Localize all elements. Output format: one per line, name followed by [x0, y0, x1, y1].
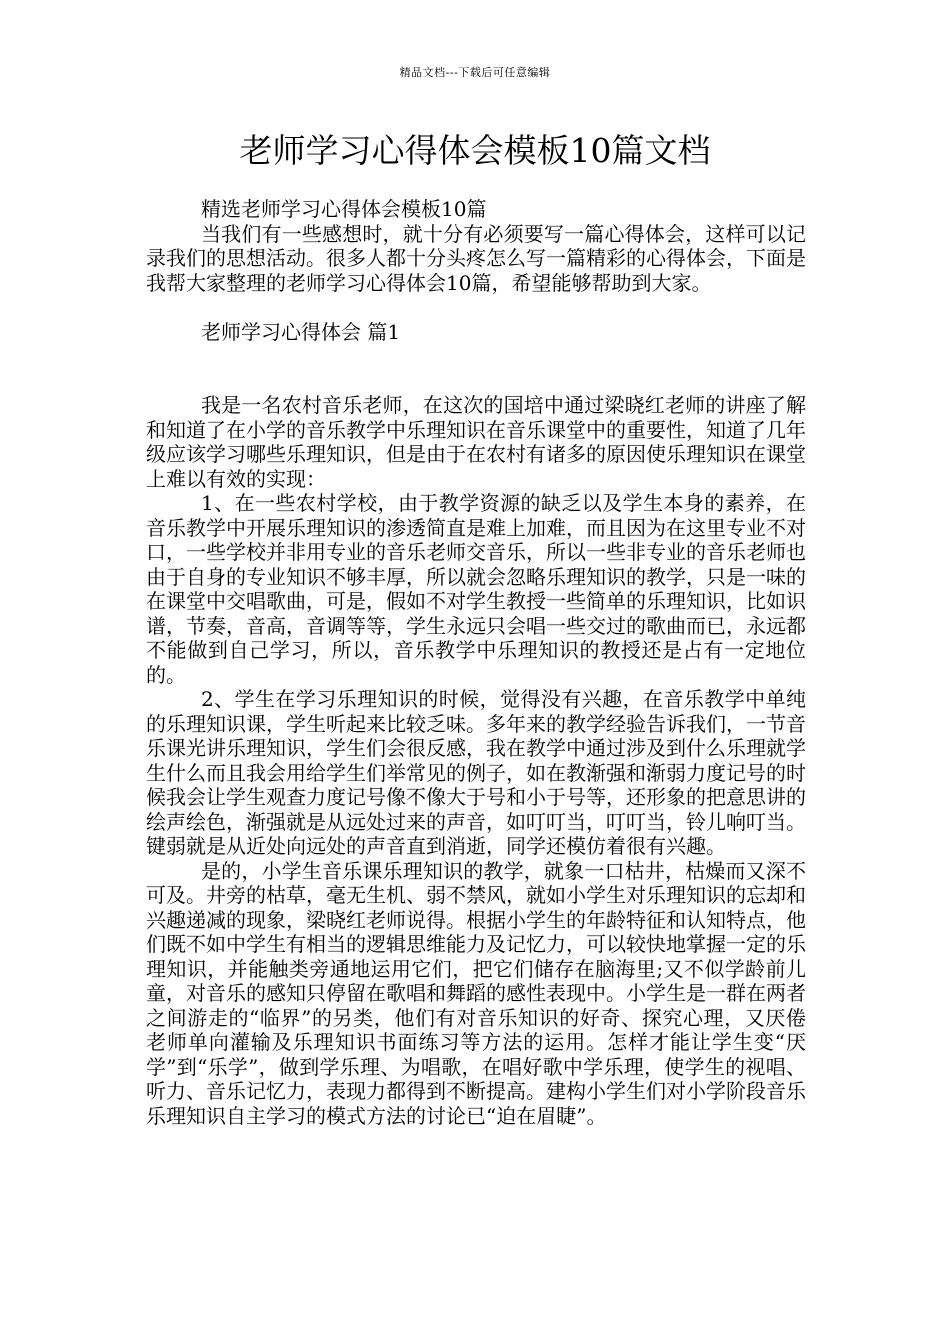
document-subtitle: 精选老师学习心得体会模板10篇	[201, 197, 487, 221]
body-paragraph: 是的，小学生音乐课乐理知识的教学，就象一口枯井，枯燥而又深不可及。井旁的枯草，毫无生机、弱不禁风，就如小学生对乐理知识的忘却和兴趣递减的现象，梁晓红老师说得。根据小学生的年龄特征和认知特点，他们既不如中学生有相当的逻辑思维能力及记忆力，可以较快地掌握一定的乐理知识，并能触类旁通地运用它们，把它们储存在脑海里;又不似学龄前儿童，对音乐的感知只停留在歌唱和舞蹈的感性表现中。小学生是一群在两者之间游走的“临界”的另类，他们有对音乐知识的好奇、探究心理，又厌倦老师单向灌输及乐理知识书面练习等方法的运用。怎样才能让学生变“厌学”到“乐学”，做到学乐理、为唱歌，在唱好歌中学乐理，使学生的视唱、听力、音乐记忆力，表现力都得到不断提高。建构小学生们对小学阶段音乐乐理知识自主学习的模式方法的讨论已“迫在眉睫”。	[146, 858, 806, 1128]
spacer	[146, 369, 806, 394]
body-paragraph: 2、学生在学习乐理知识的时候，觉得没有兴趣，在音乐教学中单纯的乐理知识课，学生听起来比较乏味。多年来的教学经验告诉我们，一节音乐课光讲乐理知识，学生们会很反感，我在教学中通过涉及到什么乐理就学生什么而且我会用给学生们举常见的例子，如在教渐强和渐弱力度记号的时候我会让学生观查力度记号像不像大于号和小于号等，还形象的把意思讲的绘声绘色，渐强就是从远处过来的声音，如叮叮当，叮叮当，铃儿响叮当。键弱就是从近处向远处的声音直到消逝，同学还模仿着很有兴趣。	[146, 687, 806, 858]
document-body	[146, 197, 806, 1128]
body-paragraph: 1、在一些农村学校，由于教学资源的缺乏以及学生本身的素养，在音乐教学中开展乐理知识的渗透简直是难上加难，而且因为在这里专业不对口，一些学校并非用专业的音乐老师交音乐，所以一些非专业的音乐老师也由于自身的专业知识不够丰厚，所以就会忽略乐理知识的教学，只是一味的在课堂中交唱歌曲，可是，假如不对学生教授一些简单的乐理知识，比如识谱，节奏，音高，音调等等，学生永远只会唱一些交过的歌曲而已，永远都不能做到自己学习，所以，音乐教学中乐理知识的教授还是占有一定地位的。	[146, 491, 806, 687]
header-note: 精品文档---下载后可任意编辑	[399, 66, 551, 79]
page-title: 老师学习心得体会模板10篇文档	[239, 131, 711, 170]
spacer	[146, 344, 806, 369]
spacer	[146, 295, 806, 320]
intro-paragraph: 当我们有一些感想时，就十分有必须要写一篇心得体会，这样可以记录我们的思想活动。很多人都十分头疼怎么写一篇精彩的心得体会，下面是我帮大家整理的老师学习心得体会10篇，希望能够帮助到大家。	[146, 221, 806, 295]
body-paragraph: 我是一名农村音乐老师，在这次的国培中通过梁晓红老师的讲座了解和知道了在小学的音乐教学中乐理知识在音乐课堂中的重要性，知道了几年级应该学习哪些乐理知识，但是由于在农村有诸多的原因使乐理知识在课堂上难以有效的实现：	[146, 393, 806, 491]
section-heading: 老师学习心得体会 篇1	[201, 319, 401, 344]
